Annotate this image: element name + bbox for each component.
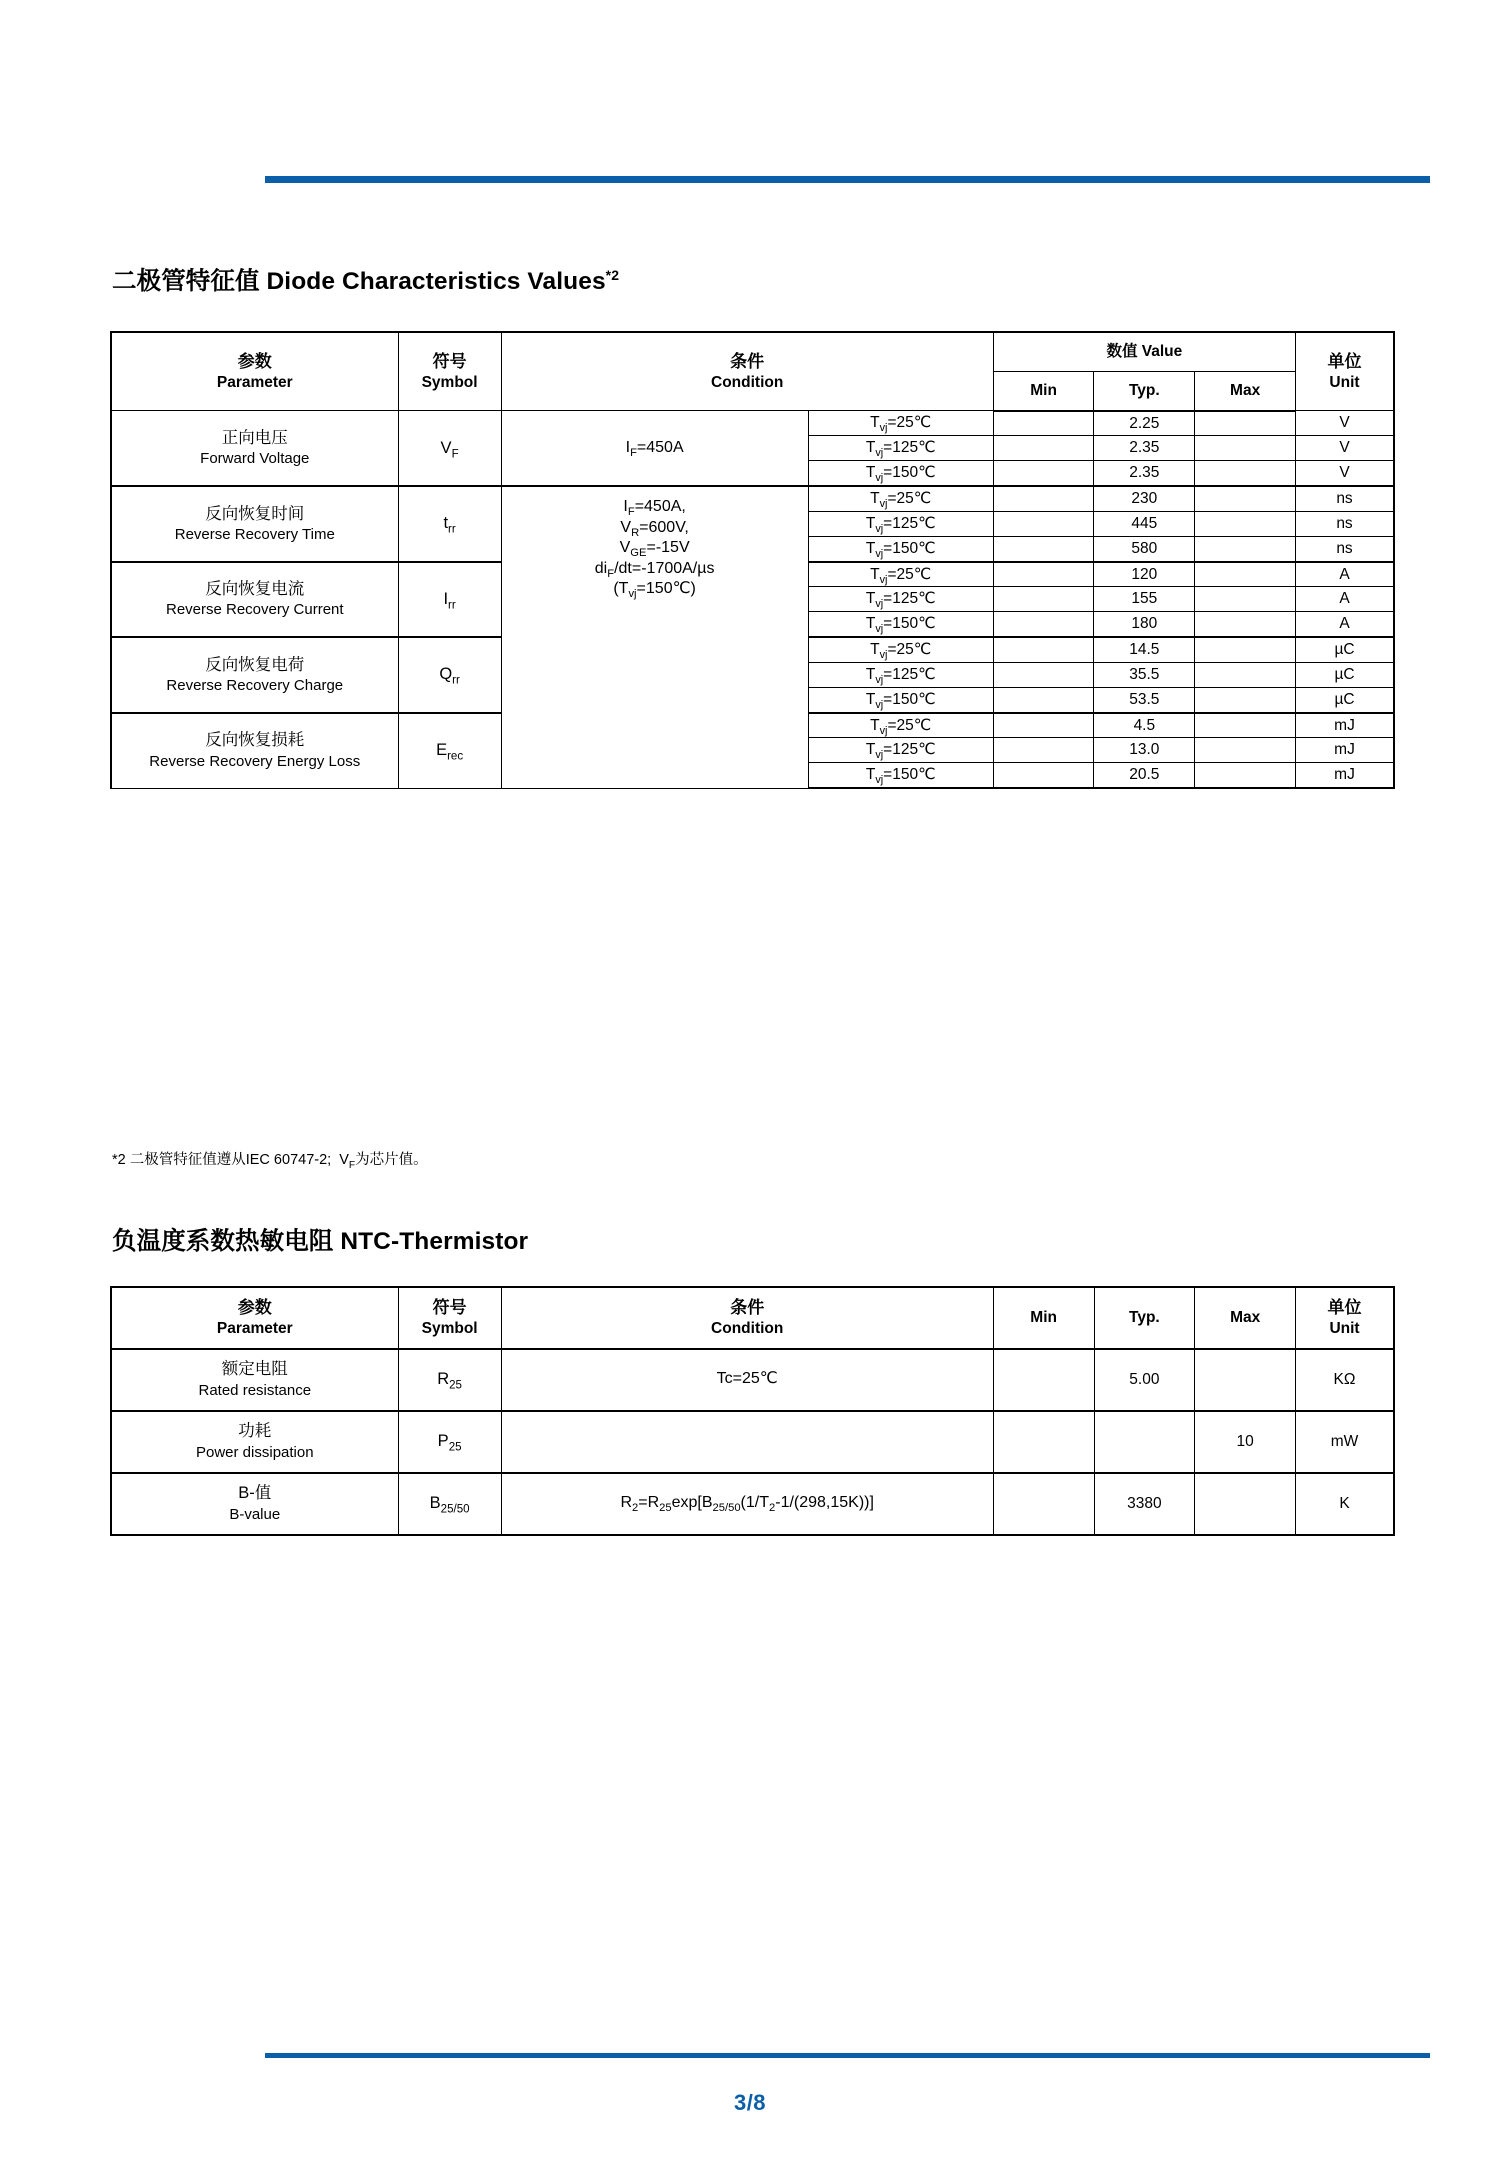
- tvj-condition: $T_{vj}=25℃$: [808, 562, 993, 587]
- symbol-irr: $I_{rr}$: [398, 562, 501, 637]
- value-min: [993, 411, 1094, 436]
- tvj-condition: $T_{vj}=125℃$: [808, 511, 993, 536]
- param-rated-resistance-en: Rated resistance: [198, 1381, 312, 1399]
- symbol-trr: $t_{rr}$: [398, 486, 501, 561]
- page-number: 3/8: [733, 2090, 767, 2115]
- ntc-col-header-symbol: [398, 1287, 501, 1349]
- value-min: [993, 562, 1094, 587]
- ntc-col-header-condition: [501, 1287, 993, 1349]
- value-unit: V: [1296, 436, 1395, 461]
- value-typ: 14.5: [1094, 637, 1195, 662]
- value-max: [1195, 1473, 1296, 1535]
- value-typ: 13.0: [1094, 738, 1195, 763]
- value-min: [993, 738, 1094, 763]
- col-header-unit-cn: 单位: [1327, 351, 1362, 371]
- value-max: [1195, 411, 1296, 436]
- diode-header-row-1: [111, 332, 1394, 371]
- param-forward-voltage-cn: 正向电压: [221, 429, 288, 447]
- tvj-condition: $T_{vj}=150℃$: [808, 687, 993, 712]
- tvj-condition: $T_{vj}=150℃$: [808, 536, 993, 561]
- ntc-col-header-unit-en: Unit: [1329, 1319, 1360, 1337]
- condition-shared-switching: $I_F=450A$, $V_R=600V$, $V_{GE}=-15V$ $di_F/dt=-1700A/\mu s$ $(T_{vj}=150℃)$: [501, 486, 808, 788]
- value-max: [1195, 763, 1296, 788]
- value-unit: A: [1296, 562, 1395, 587]
- tvj-condition: $T_{vj}=25℃$: [808, 486, 993, 511]
- value-max: [1195, 536, 1296, 561]
- symbol-qrr: $Q_{rr}$: [398, 637, 501, 712]
- ntc-col-header-parameter: [111, 1287, 398, 1349]
- param-rated-resistance-cn: 额定电阻: [221, 1360, 288, 1379]
- value-max: [1195, 738, 1296, 763]
- ntc-col-header-typ: Typ.: [1094, 1287, 1195, 1349]
- ntc-thermistor-table: [110, 1286, 1395, 1536]
- value-min: [993, 1473, 1094, 1535]
- col-header-symbol: [398, 332, 501, 411]
- value-typ: 180: [1094, 612, 1195, 637]
- ntc-title-en: NTC-Thermistor: [333, 1228, 529, 1255]
- diode-title-footnote-marker: *2: [605, 266, 620, 283]
- tvj-condition: $T_{vj}=150℃$: [808, 763, 993, 788]
- param-rated-resistance: [111, 1349, 398, 1411]
- value-typ: 2.25: [1094, 411, 1195, 436]
- value-typ: 20.5: [1094, 763, 1195, 788]
- value-unit: mJ: [1296, 713, 1395, 738]
- value-unit: V: [1296, 461, 1395, 486]
- value-unit: A: [1296, 587, 1395, 612]
- param-forward-voltage: [111, 411, 398, 486]
- value-unit: µC: [1296, 662, 1395, 687]
- value-unit: ns: [1296, 536, 1395, 561]
- ntc-title-cn: 负温度系数热敏电阻: [112, 1228, 334, 1255]
- value-typ: [1094, 1411, 1195, 1473]
- col-header-unit: [1296, 332, 1395, 411]
- value-max: 10: [1195, 1411, 1296, 1473]
- ntc-col-header-condition-cn: 条件: [730, 1298, 765, 1317]
- value-unit: µC: [1296, 687, 1395, 712]
- param-reverse-recovery-energy-loss-en: Reverse Recovery Energy Loss: [149, 752, 361, 770]
- table-row: [111, 1411, 1394, 1473]
- diode-footnote-text: *2 二极管特征值遵从IEC 60747-2; $V_F$为芯片值。: [112, 1152, 428, 1171]
- value-unit: KΩ: [1296, 1349, 1394, 1411]
- tvj-condition: $T_{vj}=25℃$: [808, 713, 993, 738]
- diode-title-cn: 二极管特征值: [112, 268, 260, 295]
- ntc-col-header-min: Min: [993, 1287, 1094, 1349]
- symbol-r25: $R_{25}$: [398, 1349, 501, 1411]
- col-header-max: Max: [1195, 371, 1296, 410]
- ntc-col-header-symbol-cn: 符号: [432, 1298, 467, 1317]
- value-min: [993, 1411, 1094, 1473]
- param-reverse-recovery-charge-en: Reverse Recovery Charge: [166, 676, 344, 694]
- tvj-condition: $T_{vj}=25℃$: [808, 411, 993, 436]
- param-reverse-recovery-current-en: Reverse Recovery Current: [165, 601, 344, 619]
- value-max: [1195, 637, 1296, 662]
- value-max: [1195, 713, 1296, 738]
- table-row: [111, 1473, 1394, 1535]
- param-reverse-recovery-time-en: Reverse Recovery Time: [174, 525, 335, 543]
- col-header-parameter: [111, 332, 398, 411]
- param-reverse-recovery-time: [111, 486, 398, 561]
- value-typ: 120: [1094, 562, 1195, 587]
- value-max: [1195, 662, 1296, 687]
- col-header-condition: [501, 332, 993, 411]
- value-typ: 35.5: [1094, 662, 1195, 687]
- table-row: [111, 1349, 1394, 1411]
- condition-forward-voltage: $I_F=450A$: [501, 411, 808, 486]
- ntc-col-header-symbol-en: Symbol: [421, 1319, 478, 1337]
- tvj-condition: $T_{vj}=25℃$: [808, 637, 993, 662]
- value-typ: 3380: [1094, 1473, 1195, 1535]
- diode-title-en: Diode Characteristics Values: [259, 268, 606, 295]
- value-min: [993, 486, 1094, 511]
- ntc-header-row: [111, 1287, 1394, 1349]
- table-row: [111, 486, 1394, 511]
- param-reverse-recovery-energy-loss: [111, 713, 398, 788]
- param-b-value: [111, 1473, 398, 1535]
- value-typ: 4.5: [1094, 713, 1195, 738]
- tvj-condition: $T_{vj}=125℃$: [808, 662, 993, 687]
- value-unit: mJ: [1296, 738, 1395, 763]
- value-typ: 580: [1094, 536, 1195, 561]
- col-header-symbol-en: Symbol: [421, 373, 478, 391]
- value-unit: V: [1296, 411, 1395, 436]
- value-typ: 53.5: [1094, 687, 1195, 712]
- value-unit: ns: [1296, 486, 1395, 511]
- value-max: [1195, 486, 1296, 511]
- condition-rated-resistance: Tc=25℃: [501, 1349, 993, 1411]
- condition-b-value: $R_2=R_{25}\exp[B_{25/50}(1/T_2-1/(298,15K))]$: [501, 1473, 993, 1535]
- ntc-col-header-unit-cn: 单位: [1327, 1298, 1362, 1317]
- tvj-condition: $T_{vj}=125℃$: [808, 587, 993, 612]
- value-max: [1195, 461, 1296, 486]
- value-min: [993, 687, 1094, 712]
- value-unit: mW: [1296, 1411, 1394, 1473]
- col-header-typ: Typ.: [1094, 371, 1195, 410]
- value-typ: 5.00: [1094, 1349, 1195, 1411]
- tvj-condition: $T_{vj}=125℃$: [808, 738, 993, 763]
- value-min: [993, 763, 1094, 788]
- value-unit: ns: [1296, 511, 1395, 536]
- col-header-parameter-en: Parameter: [216, 373, 293, 391]
- value-max: [1195, 687, 1296, 712]
- col-header-unit-en: Unit: [1329, 373, 1360, 391]
- value-max: [1195, 587, 1296, 612]
- col-header-condition-cn: 条件: [730, 351, 765, 371]
- ntc-col-header-parameter-cn: 参数: [237, 1298, 272, 1317]
- value-max: [1195, 612, 1296, 637]
- value-typ: 155: [1094, 587, 1195, 612]
- param-reverse-recovery-current: [111, 562, 398, 637]
- value-min: [993, 637, 1094, 662]
- value-typ: 230: [1094, 486, 1195, 511]
- condition-power-dissipation: [501, 1411, 993, 1473]
- param-power-dissipation-cn: 功耗: [238, 1422, 272, 1441]
- diode-footnote: [112, 1148, 428, 1169]
- value-max: [1195, 1349, 1296, 1411]
- value-max: [1195, 562, 1296, 587]
- tvj-condition: $T_{vj}=150℃$: [808, 461, 993, 486]
- value-min: [993, 436, 1094, 461]
- param-forward-voltage-en: Forward Voltage: [200, 450, 310, 468]
- param-reverse-recovery-charge: [111, 637, 398, 712]
- tvj-condition: $T_{vj}=150℃$: [808, 612, 993, 637]
- param-reverse-recovery-time-cn: 反向恢复时间: [205, 504, 305, 523]
- footer-accent-rule: [265, 2053, 1430, 2058]
- table-row: [111, 411, 1394, 436]
- value-min: [993, 612, 1094, 637]
- page-title-ntc: [112, 1222, 528, 1257]
- param-power-dissipation: [111, 1411, 398, 1473]
- value-min: [993, 511, 1094, 536]
- col-header-value-group: 数值 Value: [993, 332, 1295, 371]
- page-title-diode: [112, 262, 619, 297]
- value-min: [993, 713, 1094, 738]
- col-header-parameter-cn: 参数: [237, 351, 272, 371]
- tvj-condition: $T_{vj}=125℃$: [808, 436, 993, 461]
- symbol-vf: $V_F$: [398, 411, 501, 486]
- ntc-col-header-max: Max: [1195, 1287, 1296, 1349]
- value-unit: K: [1296, 1473, 1394, 1535]
- symbol-erec: $E_{rec}$: [398, 713, 501, 788]
- value-min: [993, 536, 1094, 561]
- value-unit: A: [1296, 612, 1395, 637]
- param-b-value-cn: B-值: [238, 1484, 272, 1503]
- col-header-min: Min: [993, 371, 1094, 410]
- value-typ: 2.35: [1094, 461, 1195, 486]
- value-min: [993, 461, 1094, 486]
- param-b-value-en: B-value: [229, 1505, 281, 1523]
- param-reverse-recovery-charge-cn: 反向恢复电荷: [205, 655, 305, 674]
- value-typ: 2.35: [1094, 436, 1195, 461]
- param-reverse-recovery-current-cn: 反向恢复电流: [205, 580, 305, 599]
- value-unit: µC: [1296, 637, 1395, 662]
- symbol-b2550: $B_{25/50}$: [398, 1473, 501, 1535]
- value-max: [1195, 436, 1296, 461]
- ntc-col-header-unit: [1296, 1287, 1394, 1349]
- value-min: [993, 587, 1094, 612]
- symbol-p25: $P_{25}$: [398, 1411, 501, 1473]
- value-min: [993, 1349, 1094, 1411]
- value-max: [1195, 511, 1296, 536]
- header-accent-rule: [265, 176, 1430, 183]
- value-typ: 445: [1094, 511, 1195, 536]
- param-power-dissipation-en: Power dissipation: [196, 1443, 314, 1461]
- param-reverse-recovery-energy-loss-cn: 反向恢复损耗: [205, 731, 305, 750]
- col-header-symbol-cn: 符号: [432, 351, 467, 371]
- diode-characteristics-table: [110, 331, 1395, 789]
- value-unit: mJ: [1296, 763, 1395, 788]
- ntc-col-header-condition-en: Condition: [711, 1319, 784, 1337]
- value-min: [993, 662, 1094, 687]
- ntc-col-header-parameter-en: Parameter: [216, 1319, 293, 1337]
- col-header-condition-en: Condition: [711, 373, 784, 391]
